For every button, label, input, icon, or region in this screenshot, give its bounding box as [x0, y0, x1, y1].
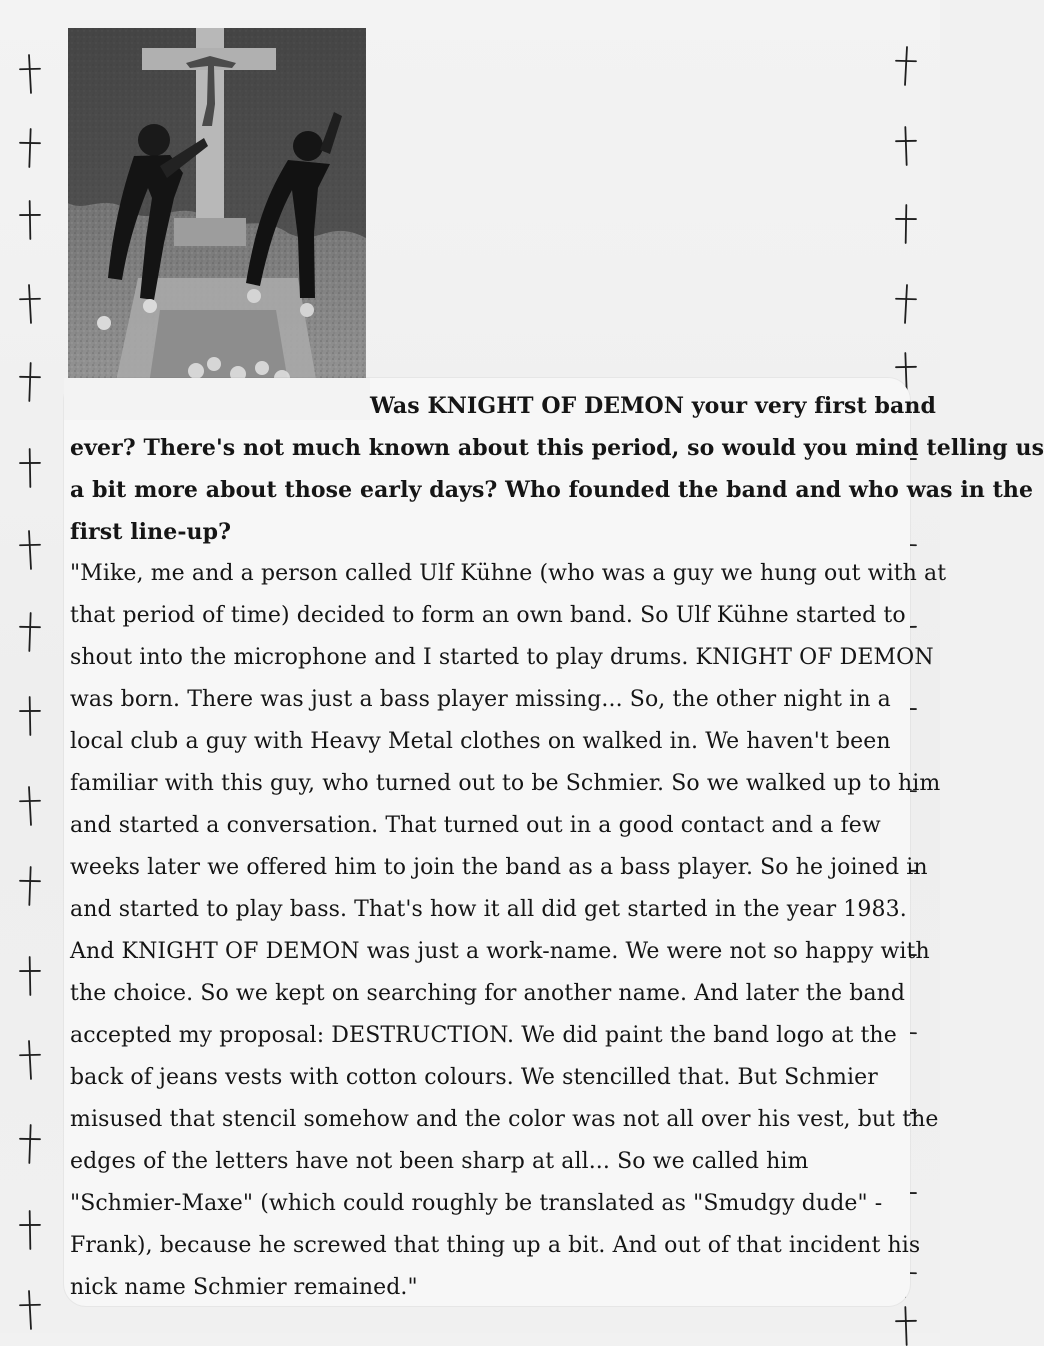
cross-icon: [892, 46, 920, 86]
cross-icon: [16, 696, 44, 736]
cross-icon: [892, 126, 920, 166]
question-line: ever? There's not much known about this period, so would you mind telling us: [70, 435, 1044, 461]
answer-line: local club a guy with Heavy Metal clothes on walked in. We haven't been: [70, 729, 891, 754]
cross-icon: [16, 54, 44, 94]
answer-line: and started to play bass. That's how it all did get started in the year 1983.: [70, 897, 907, 922]
cross-icon: [16, 866, 44, 906]
question-line: a bit more about those early days? Who founded the band and who was in the: [70, 477, 1034, 503]
band-photo: [68, 28, 366, 418]
answer-line: nick name Schmier remained.": [70, 1275, 418, 1300]
cross-icon: [16, 1210, 44, 1250]
question-line: first line-up?: [70, 519, 232, 545]
cross-icon: [16, 786, 44, 826]
answer-line: that period of time) decided to form an own band. So Ulf Kühne started to: [70, 603, 906, 628]
cross-icon: [16, 200, 44, 240]
cross-icon: [892, 204, 920, 244]
answer-line: "Schmier-Maxe" (which could roughly be translated as "Smudgy dude" -: [70, 1191, 883, 1216]
answer-line: the choice. So we kept on searching for another name. And later the band: [70, 981, 906, 1006]
cross-icon: [16, 448, 44, 488]
answer-line: Frank), because he screwed that thing up a bit. And out of that incident his: [70, 1233, 921, 1258]
question-line: Was KNIGHT OF DEMON your very first band: [370, 393, 936, 419]
answer-line: weeks later we offered him to join the band as a bass player. So he joined in: [70, 855, 928, 880]
cross-icon: [16, 284, 44, 324]
answer-line: edges of the letters have not been sharp at all... So we called him: [70, 1149, 809, 1174]
cross-icon: [16, 612, 44, 652]
cross-icon: [16, 1290, 44, 1330]
cross-icon: [16, 1124, 44, 1164]
answer-line: back of jeans vests with cotton colours. We stencilled that. But Schmier: [70, 1065, 878, 1090]
answer-line: accepted my proposal: DESTRUCTION. We did paint the band logo at the: [70, 1023, 897, 1048]
answer-line: "Mike, me and a person called Ulf Kühne (who was a guy we hung out with at: [70, 561, 947, 586]
answer-line: familiar with this guy, who turned out to be Schmier. So we walked up to him: [70, 771, 941, 796]
answer-line: misused that stencil somehow and the color was not all over his vest, but the: [70, 1107, 939, 1132]
cross-icon: [16, 128, 44, 168]
cross-icon: [892, 1306, 920, 1346]
answer-line: And KNIGHT OF DEMON was just a work-name. We were not so happy with: [70, 939, 930, 964]
cross-icon: [16, 362, 44, 402]
cross-icon: [16, 956, 44, 996]
cross-icon: [16, 530, 44, 570]
cross-icon: [892, 284, 920, 324]
answer-line: and started a conversation. That turned out in a good contact and a few: [70, 813, 881, 838]
left-cross-border: [12, 0, 48, 1333]
answer-line: was born. There was just a bass player missing... So, the other night in a: [70, 687, 891, 712]
answer-line: shout into the microphone and I started to play drums. KNIGHT OF DEMON: [70, 645, 934, 670]
cross-icon: [16, 1040, 44, 1080]
